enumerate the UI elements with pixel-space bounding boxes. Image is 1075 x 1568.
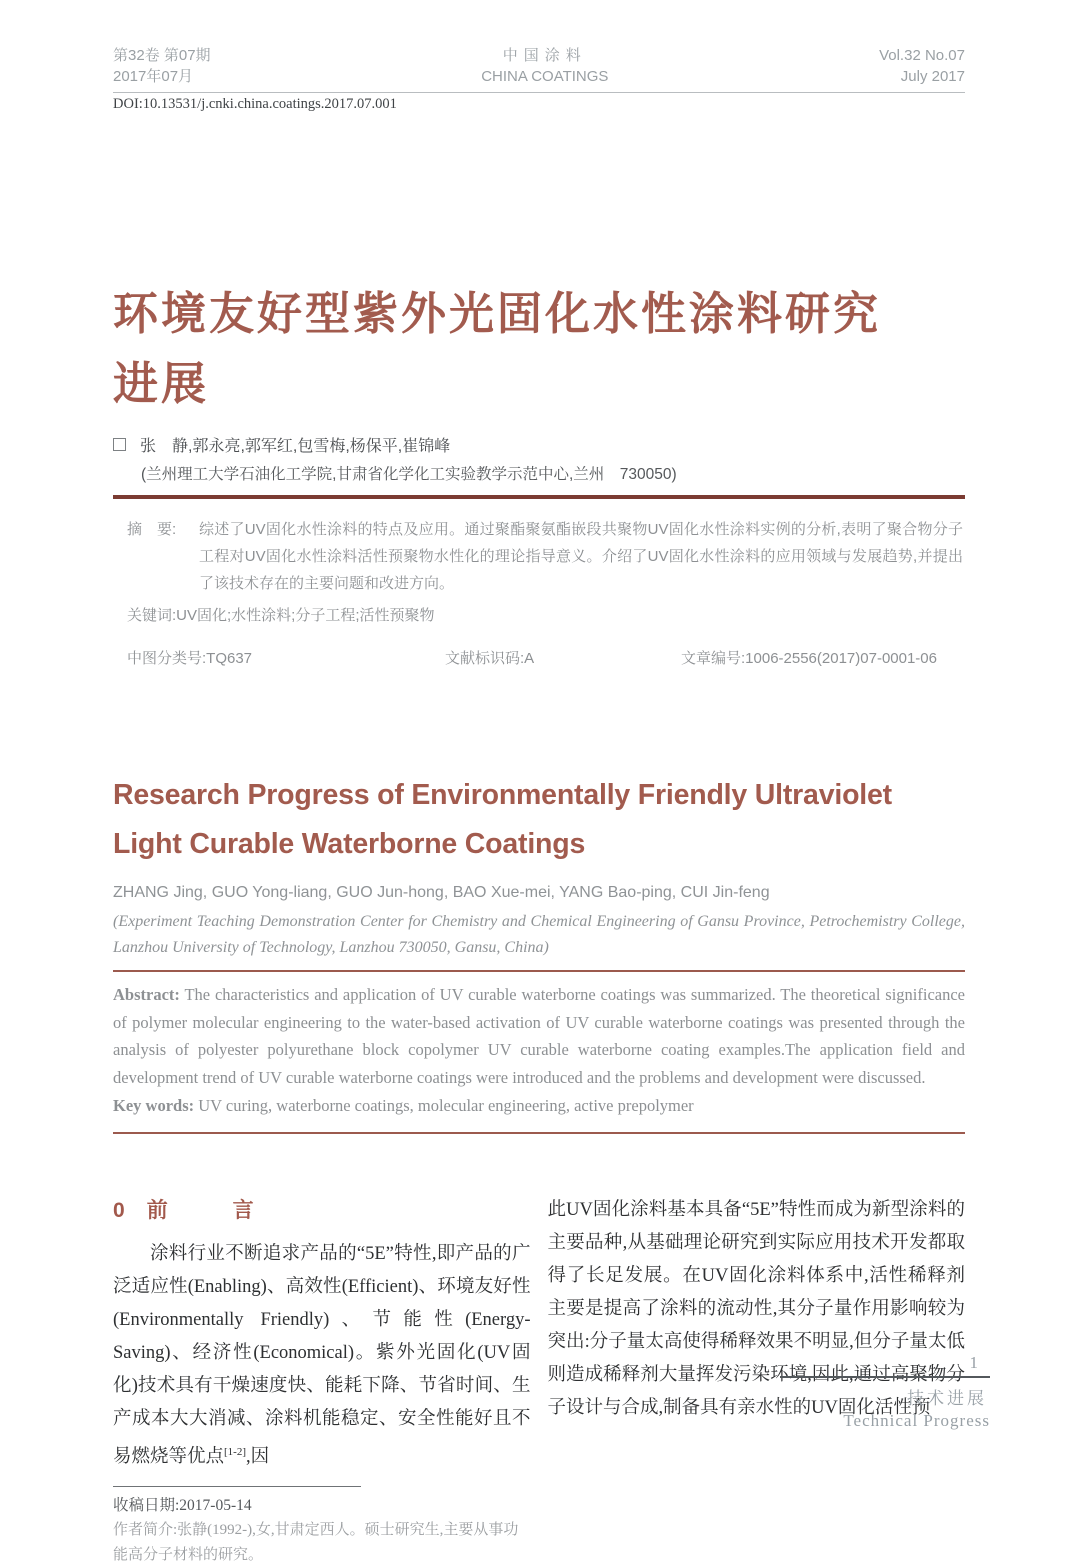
date-en: July 2017 — [900, 68, 965, 85]
journal-name-zh: 中国涂料 — [502, 47, 587, 64]
footnote-divider — [113, 1486, 361, 1487]
page-footer — [780, 1353, 990, 1431]
article-id: 文章编号:1006-2556(2017)07-0001-06 — [681, 650, 937, 667]
journal-name-en: CHINA COATINGS — [481, 68, 609, 85]
body-paragraph-left — [113, 1238, 531, 1474]
header-divider — [113, 92, 965, 93]
journal-header — [113, 45, 965, 87]
category-label-zh: 技术进展 — [907, 1389, 987, 1408]
square-marker-icon — [113, 438, 126, 451]
article-title-en — [113, 771, 965, 869]
article-title-zh-line1: 环境友好型紫外光固化水性涂料研究 — [113, 288, 882, 339]
abstract-zh-label: 摘 要: — [127, 521, 177, 538]
section-heading — [113, 1194, 531, 1224]
authors-zh-row — [113, 433, 965, 456]
abstract-divider-top — [113, 970, 965, 972]
clc-number: 中图分类号:TQ637 — [127, 650, 253, 667]
article-title-en-line1: Research Progress of Environmentally Friendly Ultraviolet — [113, 779, 892, 811]
article-meta-row — [113, 647, 965, 668]
abstract-zh-block — [113, 516, 965, 597]
abstract-en-block — [113, 981, 965, 1091]
body-paragraph-left-text: 涂料行业不断追求产品的“5E”特性,即产品的广泛适应性(Enabling)、高效性(Efficient)、环境友好性(Environmentally Friendly)、节能性(Energy-Saving)、经济性(Economical)。紫外光固化(UV固化)技术具有干燥速度快、能耗下降、节省时间、生产成本大大消减、涂料机能稳定、安全性能好且不易燃烧等优点 — [113, 1243, 531, 1467]
page-number: 1 — [969, 1353, 978, 1372]
date-zh: 2017年07月 — [113, 68, 194, 85]
title-divider-thick — [113, 495, 965, 499]
volume-issue-zh: 第32卷 第07期 — [113, 47, 211, 64]
body-paragraph-left-tail: ,因 — [246, 1446, 270, 1467]
keywords-en-text: UV curing, waterborne coatings, molecular engineering, active prepolymer — [194, 1096, 694, 1115]
header-issue-block — [113, 45, 211, 87]
keywords-en-label: Key words: — [113, 1096, 195, 1115]
keywords-zh: 关键词:UV固化;水性涂料;分子工程;活性预聚物 — [127, 607, 435, 624]
article-title-zh — [113, 279, 965, 419]
abstract-en-label: Abstract: — [113, 985, 180, 1004]
abstract-divider-bottom — [113, 1132, 965, 1134]
document-code: 文献标识码:A — [445, 650, 535, 667]
body-column-left — [113, 1194, 531, 1568]
section-number: 0 — [113, 1198, 125, 1222]
footnote-block — [113, 1486, 531, 1568]
doi-text: DOI:10.13531/j.cnki.china.coatings.2017.07.001 — [113, 96, 397, 112]
volume-issue-en: Vol.32 No.07 — [879, 47, 965, 64]
body-paragraph-right: 此UV固化涂料基本具备“5E”特性而成为新型涂料的主要品种,从基础理论研究到实际应用技术开发都取得了长足发展。在UV固化涂料体系中,活性稀释剂主要是提高了涂料的流动性,其分子量作用影响较为突出:分子量太高使得稀释效果不明显,但分子量太低则造成稀释剂大量挥发污染环境,因此,通过高聚物分子设计与合成,制备具有亲水性的UV固化活性预 — [547, 1199, 965, 1418]
article-title-en-line2: Light Curable Waterborne Coatings — [113, 828, 586, 860]
section-title: 前 言 — [146, 1198, 276, 1222]
abstract-en-text: The characteristics and application of UV curable waterborne coatings was summarized. The theoretical significance of polymer molecular engineering to the water-based activation of UV curable waterborne coatings was presented through the analysis of polyester polyurethane block copolymer UV curable waterborne coating examples.The application field and development trend of UV curable waterborne coatings were introduced and the problems and development were discussed. — [113, 985, 965, 1087]
author-bio: 作者简介:张静(1992-),女,甘肃定西人。硕士研究生,主要从事功能高分子材料的研究。 — [113, 1521, 519, 1563]
footer-divider — [780, 1376, 990, 1378]
abstract-zh-text: 综述了UV固化水性涂料的特点及应用。通过聚酯聚氨酯嵌段共聚物UV固化水性涂料实例的分析,表明了聚合物分子工程对UV固化水性涂料活性预聚物水性化的理论指导意义。介绍了UV固化水性涂料的应用领域与发展趋势,并提出了该技术存在的主要问题和改进方向。 — [199, 521, 963, 592]
affiliation-en: (Experiment Teaching Demonstration Center for Chemistry and Chemical Engineering of Gansu Province, Petrochemistry College, Lanzhou University of Technology, Lanzhou 730050, Gansu, China) — [113, 913, 965, 956]
keywords-en-block — [113, 1092, 965, 1120]
authors-en: ZHANG Jing, GUO Yong-liang, GUO Jun-hong, BAO Xue-mei, YANG Bao-ping, CUI Jin-feng — [113, 884, 770, 901]
journal-name-block — [481, 45, 608, 87]
authors-zh: 张 静,郭永亮,郭军红,包雪梅,杨保平,崔锦峰 — [140, 438, 451, 455]
received-date: 收稿日期:2017-05-14 — [113, 1496, 252, 1514]
category-label-en: Technical Progress — [843, 1411, 990, 1430]
header-volume-block — [879, 45, 965, 87]
citation-ref: [1-2] — [224, 1445, 247, 1458]
article-title-zh-line2: 进展 — [113, 358, 210, 409]
affiliation-zh: (兰州理工大学石油化工学院,甘肃省化学化工实验教学示范中心,兰州 730050) — [141, 466, 677, 483]
